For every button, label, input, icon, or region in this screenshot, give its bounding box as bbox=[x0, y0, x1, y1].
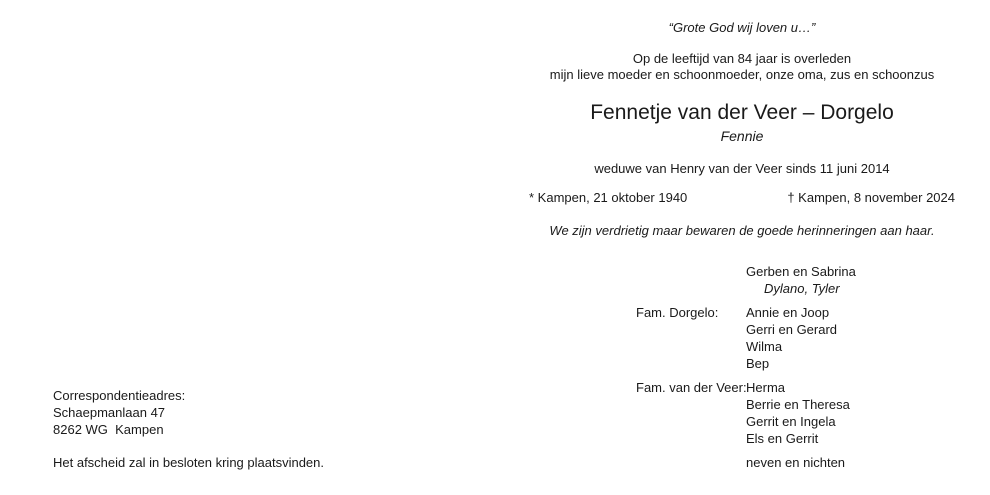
children-line: Gerben en Sabrina bbox=[746, 264, 856, 279]
deceased-nickname: Fennie bbox=[720, 128, 764, 144]
correspondence-address bbox=[53, 387, 185, 438]
closing-quote: We zijn verdrietig maar bewaren de goede herinneringen aan haar. bbox=[549, 223, 935, 238]
opening-quote: “Grote God wij loven u…” bbox=[668, 20, 816, 35]
list-item: Wilma bbox=[746, 339, 783, 354]
correspondence-label: Correspondentieadres: bbox=[53, 388, 186, 403]
family-vanderveer-list bbox=[746, 379, 850, 447]
list-item: Els en Gerrit bbox=[746, 431, 819, 446]
announcement-line-1: Op de leeftijd van 84 jaar is overleden bbox=[632, 51, 852, 66]
announcement-line-2: mijn lieve moeder en schoonmoeder, onze oma, zus en schoonzus bbox=[549, 67, 935, 82]
deceased-name: Fennetje van der Veer – Dorgelo bbox=[590, 101, 894, 124]
correspondence-city: 8262 WG Kampen bbox=[53, 422, 164, 437]
list-item: Berrie en Theresa bbox=[746, 397, 850, 412]
correspondence-street: Schaepmanlaan 47 bbox=[53, 405, 166, 420]
list-item: Annie en Joop bbox=[746, 305, 830, 320]
grandchildren-line: Dylano, Tyler bbox=[764, 281, 840, 296]
death-date: † Kampen, 8 november 2024 bbox=[787, 190, 955, 205]
family-vanderveer-label: Fam. van der Veer: bbox=[636, 380, 747, 395]
list-item: Bep bbox=[746, 356, 770, 371]
list-item: Gerrit en Ingela bbox=[746, 414, 836, 429]
list-item: Gerri en Gerard bbox=[746, 322, 838, 337]
family-dorgelo-list bbox=[746, 304, 837, 372]
list-item: Herma bbox=[746, 380, 786, 395]
extended-family-line: neven en nichten bbox=[746, 455, 846, 470]
widow-line: weduwe van Henry van der Veer sinds 11 juni 2014 bbox=[594, 161, 890, 176]
farewell-note: Het afscheid zal in besloten kring plaatsvinden. bbox=[53, 455, 324, 470]
family-dorgelo-label: Fam. Dorgelo: bbox=[636, 305, 719, 320]
birth-date: * Kampen, 21 oktober 1940 bbox=[529, 190, 688, 205]
